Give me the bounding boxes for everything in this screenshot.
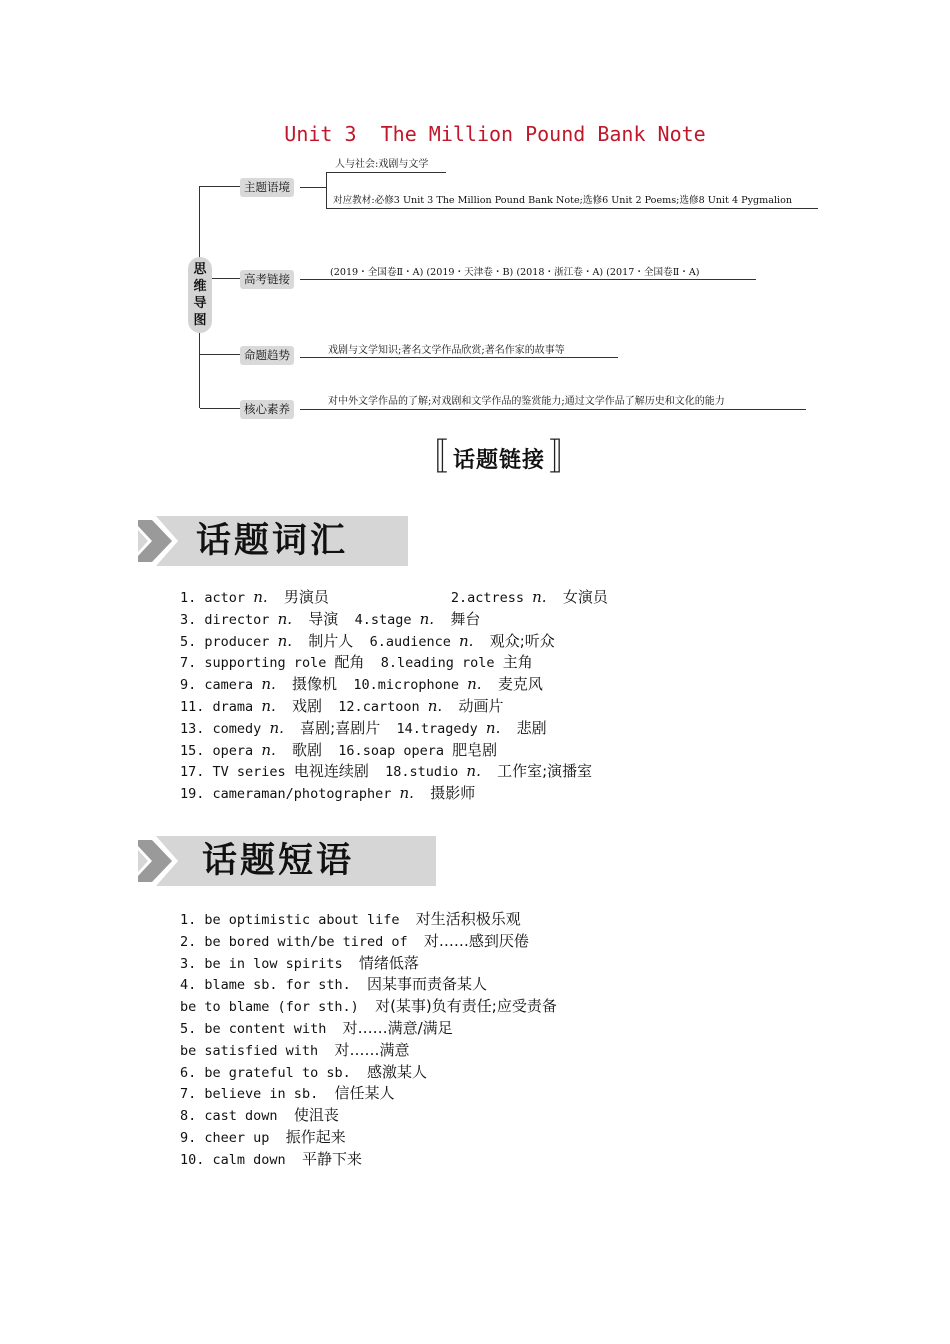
vocab-en: stage bbox=[370, 611, 412, 628]
vocab-zh: 戏剧 bbox=[292, 696, 323, 715]
phrase-zh: 因某事而责备某人 bbox=[366, 975, 487, 994]
list-item bbox=[180, 740, 608, 762]
vocab-zh: 麦克风 bbox=[497, 675, 543, 694]
vocab-num: 14. bbox=[396, 720, 421, 737]
vocab-pos: n. bbox=[532, 588, 547, 606]
phrase-en: be to blame (for sth.) bbox=[180, 999, 359, 1016]
vocab-pos: n. bbox=[277, 631, 293, 650]
banner-arrow-icon bbox=[138, 836, 194, 886]
vocab-list bbox=[180, 587, 608, 805]
vocab-zh: 女演员 bbox=[562, 588, 608, 606]
phrase-en: be satisfied with bbox=[180, 1042, 319, 1059]
list-item bbox=[180, 1062, 557, 1084]
vocab-zh: 歌剧 bbox=[292, 740, 323, 759]
vocab-en: actress bbox=[467, 590, 524, 606]
vocab-num: 5. bbox=[180, 633, 197, 650]
banner-arrow-icon bbox=[138, 516, 194, 566]
mind-map-root: 思 维 导 图 bbox=[188, 257, 212, 333]
list-item bbox=[180, 652, 608, 674]
vocab-en: studio bbox=[409, 764, 459, 781]
mind-map-text: (2019・全国卷Ⅱ・A) (2019・天津卷・B) (2018・浙江卷・A) (2017・全国卷Ⅱ・A) bbox=[330, 267, 700, 278]
list-item bbox=[180, 631, 608, 653]
phrase-num: 1. bbox=[180, 912, 197, 928]
vocab-en: cartoon bbox=[362, 698, 420, 715]
list-item bbox=[180, 953, 557, 975]
phrase-en: calm down bbox=[212, 1151, 286, 1168]
vocab-num: 6. bbox=[369, 633, 386, 650]
phrase-en: be in low spirits bbox=[204, 955, 343, 972]
vocab-num: 12. bbox=[338, 698, 363, 715]
vocab-num: 8. bbox=[380, 655, 398, 672]
vocab-en: leading role bbox=[397, 655, 495, 672]
mind-map-node-core: 核心素养 bbox=[240, 400, 294, 419]
vocab-zh: 电视连续剧 bbox=[293, 762, 369, 781]
vocab-num: 16. bbox=[338, 742, 363, 759]
phrase-en: be bored with/be tired of bbox=[204, 933, 408, 950]
phrase-num: 3. bbox=[180, 955, 197, 972]
vocab-zh: 男演员 bbox=[283, 588, 329, 606]
list-item bbox=[180, 1149, 557, 1171]
page-title: Unit 3 The Million Pound Bank Note bbox=[284, 122, 706, 146]
phrase-num: 9. bbox=[180, 1129, 197, 1146]
vocab-pos: n. bbox=[467, 675, 482, 694]
vocab-pos: n. bbox=[253, 588, 268, 606]
phrase-en: cast down bbox=[204, 1108, 278, 1125]
phrase-zh: 对……感到厌倦 bbox=[423, 931, 529, 950]
vocab-pos: n. bbox=[261, 696, 276, 715]
vocab-en: director bbox=[204, 611, 270, 628]
mind-map-text: 人与社会:戏剧与文学 bbox=[335, 159, 429, 170]
vocab-zh: 配角 bbox=[334, 653, 365, 672]
list-item bbox=[180, 1105, 557, 1127]
phrase-banner bbox=[138, 836, 436, 886]
list-item bbox=[180, 1040, 557, 1062]
vocab-pos: n. bbox=[261, 740, 276, 759]
phrase-num: 7. bbox=[180, 1086, 197, 1103]
mind-map-node-trend: 命题趋势 bbox=[240, 346, 294, 365]
vocab-zh: 摄影师 bbox=[430, 784, 476, 803]
vocab-en: TV series bbox=[212, 764, 286, 781]
vocab-pos: n. bbox=[419, 609, 435, 628]
vocab-num: 19. bbox=[180, 786, 205, 803]
vocab-num: 18. bbox=[385, 764, 410, 781]
list-item bbox=[180, 1018, 557, 1040]
phrase-heading: 话题短语 bbox=[202, 841, 355, 881]
phrase-zh: 使沮丧 bbox=[293, 1106, 339, 1125]
vocab-zh: 悲剧 bbox=[516, 718, 547, 737]
vocab-en: audience bbox=[385, 633, 451, 650]
list-item bbox=[180, 974, 557, 996]
phrase-zh: 情绪低落 bbox=[358, 953, 419, 972]
phrase-zh: 感激某人 bbox=[366, 1062, 427, 1081]
phrase-en: be grateful to sb. bbox=[204, 1064, 351, 1081]
vocab-pos: n. bbox=[427, 696, 443, 715]
phrase-num: 5. bbox=[180, 1020, 197, 1037]
phrase-zh: 对……满意/满足 bbox=[342, 1018, 453, 1037]
vocab-zh: 工作室;演播室 bbox=[497, 762, 593, 781]
vocab-pos: n. bbox=[261, 675, 276, 694]
list-item bbox=[180, 696, 608, 718]
vocab-pos: n. bbox=[399, 784, 414, 803]
vocab-zh: 观众;听众 bbox=[489, 631, 555, 650]
vocab-zh: 主角 bbox=[502, 653, 533, 672]
phrase-zh: 对生活积极乐观 bbox=[415, 910, 521, 928]
vocab-en: cameraman/photographer bbox=[212, 786, 392, 803]
phrase-en: be content with bbox=[204, 1020, 327, 1037]
vocab-en: comedy bbox=[212, 720, 262, 737]
phrase-zh: 对(某事)负有责任;应受责备 bbox=[375, 997, 557, 1016]
vocab-zh: 动画片 bbox=[458, 696, 504, 715]
phrase-list bbox=[180, 909, 557, 1171]
phrase-num: 10. bbox=[180, 1151, 205, 1168]
vocab-num: 11. bbox=[180, 698, 205, 715]
phrase-num: 8. bbox=[180, 1108, 197, 1125]
vocab-num: 10. bbox=[353, 677, 378, 694]
vocab-en: microphone bbox=[377, 677, 459, 694]
phrase-en: be optimistic about life bbox=[204, 912, 400, 928]
vocab-num: 15. bbox=[180, 742, 205, 759]
vocab-pos: n. bbox=[466, 762, 481, 781]
phrase-en: cheer up bbox=[204, 1129, 270, 1146]
phrase-num: 6. bbox=[180, 1064, 197, 1081]
vocab-pos: n. bbox=[485, 718, 501, 737]
vocab-en: drama bbox=[212, 698, 254, 715]
mind-map-node-theme: 主题语境 bbox=[240, 178, 294, 197]
vocab-en: producer bbox=[204, 633, 270, 650]
vocab-num: 1. bbox=[180, 590, 197, 606]
vocab-en: tragedy bbox=[420, 720, 478, 737]
vocab-num: 7. bbox=[180, 655, 197, 672]
vocab-zh: 舞台 bbox=[450, 609, 481, 628]
phrase-zh: 信任某人 bbox=[334, 1084, 395, 1103]
vocab-en: supporting role bbox=[204, 655, 327, 672]
mind-map-text: 对中外文学作品的了解;对戏剧和文学作品的鉴赏能力;通过文学作品了解历史和文化的能力 bbox=[328, 396, 725, 407]
vocab-num: 3. bbox=[180, 611, 197, 628]
vocab-en: camera bbox=[204, 677, 254, 694]
list-item bbox=[180, 718, 608, 740]
list-item bbox=[180, 996, 557, 1018]
vocab-zh: 制片人 bbox=[308, 631, 354, 650]
vocab-num: 4. bbox=[354, 611, 371, 628]
list-item bbox=[180, 909, 557, 931]
vocab-num: 2. bbox=[450, 590, 468, 606]
vocab-en: opera bbox=[212, 742, 254, 759]
list-item bbox=[180, 587, 608, 609]
list-item bbox=[180, 931, 557, 953]
list-item bbox=[180, 674, 608, 696]
phrase-zh: 平静下来 bbox=[301, 1149, 362, 1168]
phrase-num: 4. bbox=[180, 977, 197, 994]
list-item bbox=[180, 783, 608, 805]
vocab-heading: 话题词汇 bbox=[196, 521, 349, 561]
vocab-num: 9. bbox=[180, 677, 197, 694]
phrase-zh: 振作起来 bbox=[285, 1127, 346, 1146]
phrase-en: blame sb. for sth. bbox=[204, 977, 351, 994]
list-item bbox=[180, 609, 608, 631]
vocab-zh: 摄像机 bbox=[292, 675, 338, 694]
vocab-en: soap opera bbox=[362, 742, 444, 759]
vocab-zh: 导演 bbox=[308, 609, 339, 628]
vocab-zh: 肥皂剧 bbox=[452, 740, 498, 759]
vocab-num: 13. bbox=[180, 720, 205, 737]
vocab-pos: n. bbox=[459, 631, 474, 650]
phrase-zh: 对……满意 bbox=[334, 1040, 410, 1059]
list-item bbox=[180, 761, 608, 783]
mind-map-text: 对应教材:必修3 Unit 3 The Million Pound Bank Note;选修6 Unit 2 Poems;选修8 Unit 4 Pygmalion bbox=[333, 195, 793, 206]
mind-map-text: 戏剧与文学知识;著名文学作品欣赏;著名作家的故事等 bbox=[328, 345, 565, 356]
vocab-zh: 喜剧;喜剧片 bbox=[300, 718, 381, 737]
vocab-pos: n. bbox=[277, 609, 293, 628]
phrase-num: 2. bbox=[180, 933, 197, 950]
phrase-en: believe in sb. bbox=[204, 1086, 319, 1103]
list-item bbox=[180, 1127, 557, 1149]
mind-map-node-exam: 高考链接 bbox=[240, 270, 294, 289]
list-item bbox=[180, 1083, 557, 1105]
vocab-banner bbox=[138, 516, 408, 566]
vocab-pos: n. bbox=[269, 718, 284, 737]
vocab-en: actor bbox=[204, 590, 246, 606]
topic-link-heading: 〚 话题链接 〛 bbox=[412, 437, 587, 478]
vocab-num: 17. bbox=[180, 764, 205, 781]
